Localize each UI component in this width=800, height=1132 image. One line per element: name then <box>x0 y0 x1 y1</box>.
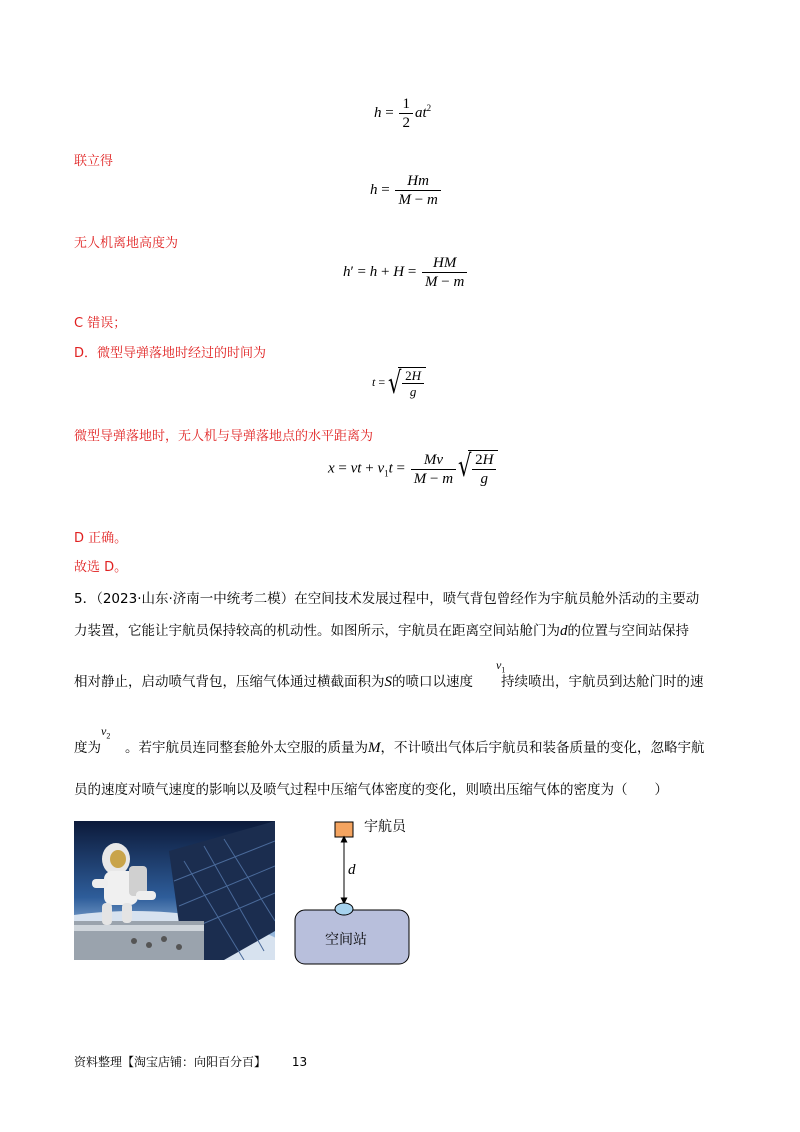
text-distance: 微型导弹落地时，无人机与导弹落地点的水平距离为 <box>74 429 374 444</box>
text-d-correct: D 正确。 <box>74 531 128 546</box>
distance-label: d <box>348 862 356 878</box>
problem-line-4: 度为 。若宇航员连同整套舱外太空服的质量为M，不计喷出气体后宇航员和装备质量的变化，忽略宇航 <box>74 740 705 756</box>
footer-text: 资料整理【淘宝店铺：向阳百分百】 <box>74 1055 267 1069</box>
text-d-time: D．微型导弹落地时经过的时间为 <box>74 346 267 361</box>
formula-x: x = vt + $v_1t$ = $\frac{Mv}{M - m}$ √ $\frac{2H}{g}$ <box>328 450 498 488</box>
page-number: 13 <box>291 1055 308 1069</box>
formula-h-half-at2: h = $\frac{1}{2}$ $at^2$ <box>374 96 432 131</box>
symbol-v1: $v_1$ <box>496 658 506 675</box>
astronaut-box <box>335 822 353 837</box>
problem-line-2: 力装置，它能让宇航员保持较高的机动性。如图所示，宇航员在距离空间站舱门为d的位置与空间站保持 <box>74 623 689 639</box>
text-height: 无人机离地高度为 <box>74 236 179 251</box>
station-hatch <box>335 903 353 915</box>
formula-h-prime: h′ = h + H = $\frac{HM}{M - m}$ <box>343 254 469 291</box>
space-station-diagram <box>292 812 442 970</box>
station-label: 空间站 <box>325 932 367 948</box>
formula-h: h = $\frac{Hm}{M - m}$ <box>370 172 443 209</box>
problem-line-3: 相对静止，启动喷气背包，压缩气体通过横截面积为S的喷口以速度 持续喷出，宇航员到达舱门时的速 <box>74 674 704 690</box>
footer <box>74 1053 307 1070</box>
astronaut-label: 宇航员 <box>364 819 406 835</box>
text-c-wrong: C 错误； <box>74 316 127 331</box>
symbol-v2: $v_2$ <box>101 724 111 741</box>
text-lianli: 联立得 <box>74 154 114 169</box>
text-choose-d: 故选 D。 <box>74 560 128 575</box>
problem-line-5: 员的速度对喷气速度的影响以及喷气过程中压缩气体密度的变化，则喷出压缩气体的密度为（ ） <box>74 782 668 798</box>
formula-t: t = √ $\frac{2H}{g}$ <box>372 367 426 399</box>
astronaut-photo <box>74 821 275 960</box>
problem-line-1: 5．（2023·山东·济南一中统考二模）在空间技术发展过程中，喷气背包曾经作为宇航员舱外活动的主要动 <box>74 591 700 607</box>
